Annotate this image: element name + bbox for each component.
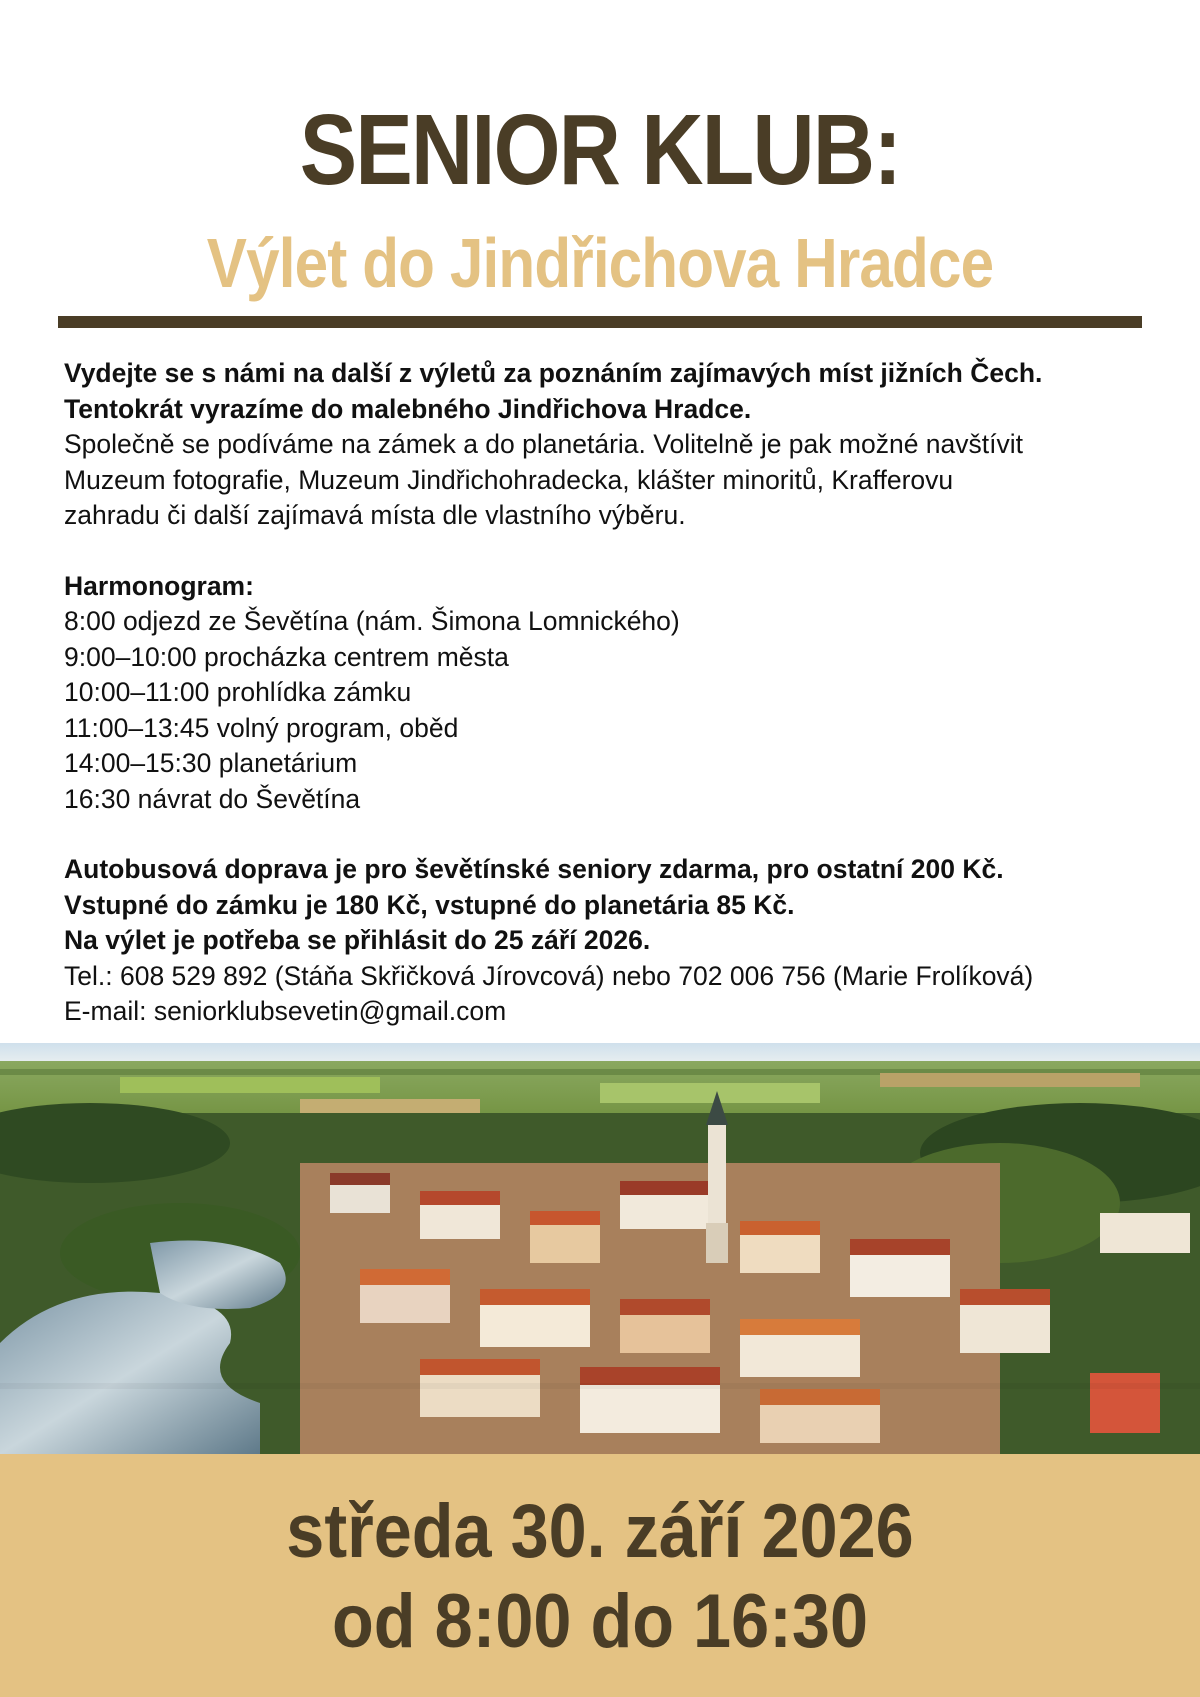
poster-body — [64, 356, 1174, 1030]
info-bold-line-2: Vstupné do zámku je 180 Kč, vstupné do planetária 85 Kč. — [64, 889, 795, 920]
schedule-item: 8:00 odjezd ze Ševětína (nám. Šimona Lomnického) — [64, 606, 680, 636]
event-date: středa 30. září 2026 — [286, 1489, 914, 1574]
intro-text-line-1: Společně se podíváme na zámek a do planetária. Volitelně je pak možné navštívit — [64, 429, 1023, 459]
poster-subtitle: Výlet do Jindřichova Hradce — [206, 224, 994, 302]
schedule-item: 9:00–10:00 procházka centrem města — [64, 641, 509, 672]
event-date-banner — [0, 1454, 1200, 1697]
contact-email: E-mail: seniorklubsevetin@gmail.com — [64, 996, 507, 1026]
schedule-item: 14:00–15:30 planetárium — [64, 748, 358, 778]
info-bold-line-3: Na výlet je potřeba se přihlásit do 25 září 2026. — [64, 925, 651, 955]
intro-text-line-3: zahradu či další zajímavá místa dle vlastního výběru. — [64, 500, 686, 530]
schedule-item: 16:30 návrat do Ševětína — [64, 783, 361, 814]
schedule-item: 10:00–11:00 prohlídka zámku — [64, 677, 412, 707]
event-time: od 8:00 do 16:30 — [332, 1579, 868, 1664]
town-aerial-photo — [0, 1043, 1200, 1454]
schedule-heading: Harmonogram: — [64, 570, 254, 601]
divider-rule — [58, 316, 1142, 328]
intro-text-line-2: Muzeum fotografie, Muzeum Jindřichohradecka, klášter minoritů, Krafferovu — [64, 464, 954, 495]
poster-title: SENIOR KLUB: — [299, 94, 901, 206]
info-bold-line-1: Autobusová doprava je pro ševětínské seniory zdarma, pro ostatní 200 Kč. — [64, 854, 1004, 884]
intro-bold-line-1: Vydejte se s námi na další z výletů za poznáním zajímavých míst jižních Čech. — [64, 358, 1043, 388]
schedule-item: 11:00–13:45 volný program, oběd — [64, 712, 459, 743]
contact-phone: Tel.: 608 529 892 (Stáňa Skřičková Jírovcová) nebo 702 006 756 (Marie Frolíková) — [64, 960, 1034, 991]
intro-bold-line-2: Tentokrát vyrazíme do malebného Jindřichova Hradce. — [64, 393, 752, 424]
